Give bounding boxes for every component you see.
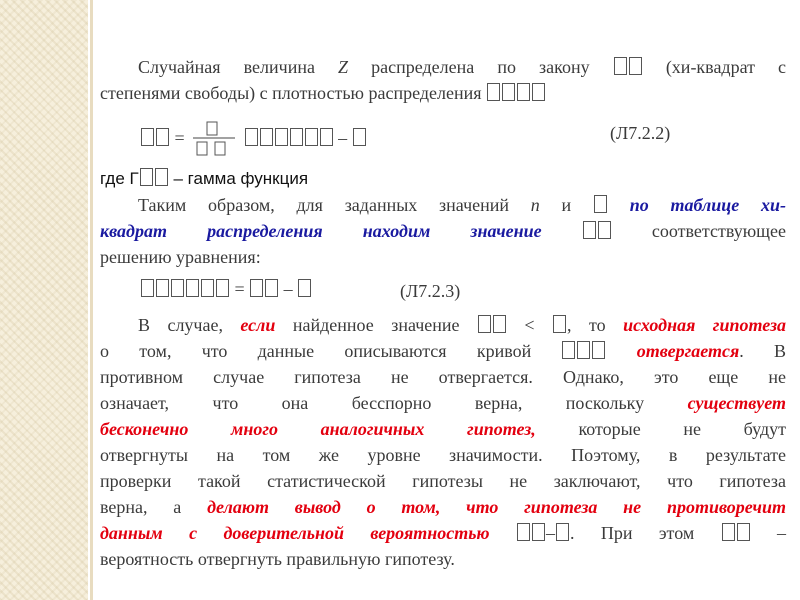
decorative-left-stripe xyxy=(0,0,88,600)
formula-glyph xyxy=(722,523,735,541)
para1-line1: Случайная величина Z распределена по закону (хи-квадрат с xyxy=(138,57,787,77)
formula-glyph xyxy=(275,128,288,146)
formula-glyph xyxy=(260,128,273,146)
gamma-definition: где Г – гамма функция xyxy=(100,169,309,188)
para1-line2: степенями свободы) с плотностью распределения xyxy=(100,82,546,104)
para2-line2: квадрат распределения находим значение соответствующее xyxy=(100,221,787,241)
formula-glyph xyxy=(156,128,169,146)
formula-glyph xyxy=(216,279,229,297)
decorative-divider xyxy=(90,0,93,600)
formula-glyph xyxy=(502,83,515,101)
formula-glyph xyxy=(140,168,153,186)
para3-line5: бесконечно много аналогичных гипотез, которые не будут xyxy=(100,419,787,439)
formula-glyph xyxy=(290,128,303,146)
formula-glyph xyxy=(532,523,545,541)
formula-glyph xyxy=(305,128,318,146)
para3-line3: противном случае гипотеза не отвергается. Однако, это еще не xyxy=(100,367,786,387)
formula-glyph xyxy=(737,523,750,541)
formula-glyph xyxy=(487,83,500,101)
formula-glyph xyxy=(155,168,168,186)
formula-glyph xyxy=(556,523,569,541)
para3-line2: о том, что данные описываются кривой отвергается. В xyxy=(100,341,787,361)
formula-glyph xyxy=(265,279,278,297)
para3-line4: означает, что она бесспорно верна, поскольку существует xyxy=(100,393,787,413)
formula-glyph xyxy=(629,57,642,75)
para3-line10: вероятность отвергнуть правильную гипотезу. xyxy=(100,549,455,569)
para3-line1: В случае, если найденное значение < , то исходная гипотеза xyxy=(138,315,787,335)
formula-glyph xyxy=(493,315,506,333)
para3-line6: отвергнуты на том же уровне значимости. Поэтому, в результате xyxy=(100,445,786,465)
fraction-icon xyxy=(189,120,239,160)
formula-glyph xyxy=(478,315,491,333)
formula-glyph xyxy=(320,128,333,146)
formula-glyph xyxy=(562,341,575,359)
para3-line7: проверки такой статистической гипотезы не заключают, что гипотеза xyxy=(100,471,786,491)
para3-line9: данным с доверительной вероятностью – . При этом – xyxy=(100,523,786,543)
formula-glyph xyxy=(245,128,258,146)
formula-glyph xyxy=(614,57,627,75)
para2-line3: решению уравнения: xyxy=(100,247,261,267)
formula-glyph xyxy=(532,83,545,101)
formula-glyph xyxy=(156,279,169,297)
formula-glyph xyxy=(141,279,154,297)
formula-glyph xyxy=(553,315,566,333)
equation-formula: = – xyxy=(140,278,312,300)
slide-content xyxy=(100,0,790,600)
formula-glyph xyxy=(353,128,366,146)
formula-glyph xyxy=(577,341,590,359)
formula-glyph xyxy=(186,279,199,297)
density-formula: = – xyxy=(140,120,367,160)
formula-glyph xyxy=(517,523,530,541)
formula-glyph xyxy=(298,279,311,297)
formula-glyph xyxy=(598,221,611,239)
para2-line1: Таким образом, для заданных значений n и по таблице хи- xyxy=(138,195,787,215)
formula-glyph xyxy=(141,128,154,146)
formula-glyph xyxy=(250,279,263,297)
formula-glyph xyxy=(592,341,605,359)
formula1-label: (Л7.2.2) xyxy=(610,123,671,143)
formula-glyph xyxy=(517,83,530,101)
formula-glyph xyxy=(583,221,596,239)
formula-glyph xyxy=(201,279,214,297)
formula2-label: (Л7.2.3) xyxy=(400,281,461,301)
formula-glyph xyxy=(594,195,607,213)
formula-glyph xyxy=(171,279,184,297)
para3-line8: верна, а делают вывод о том, что гипотеза не противоречит xyxy=(100,497,786,517)
